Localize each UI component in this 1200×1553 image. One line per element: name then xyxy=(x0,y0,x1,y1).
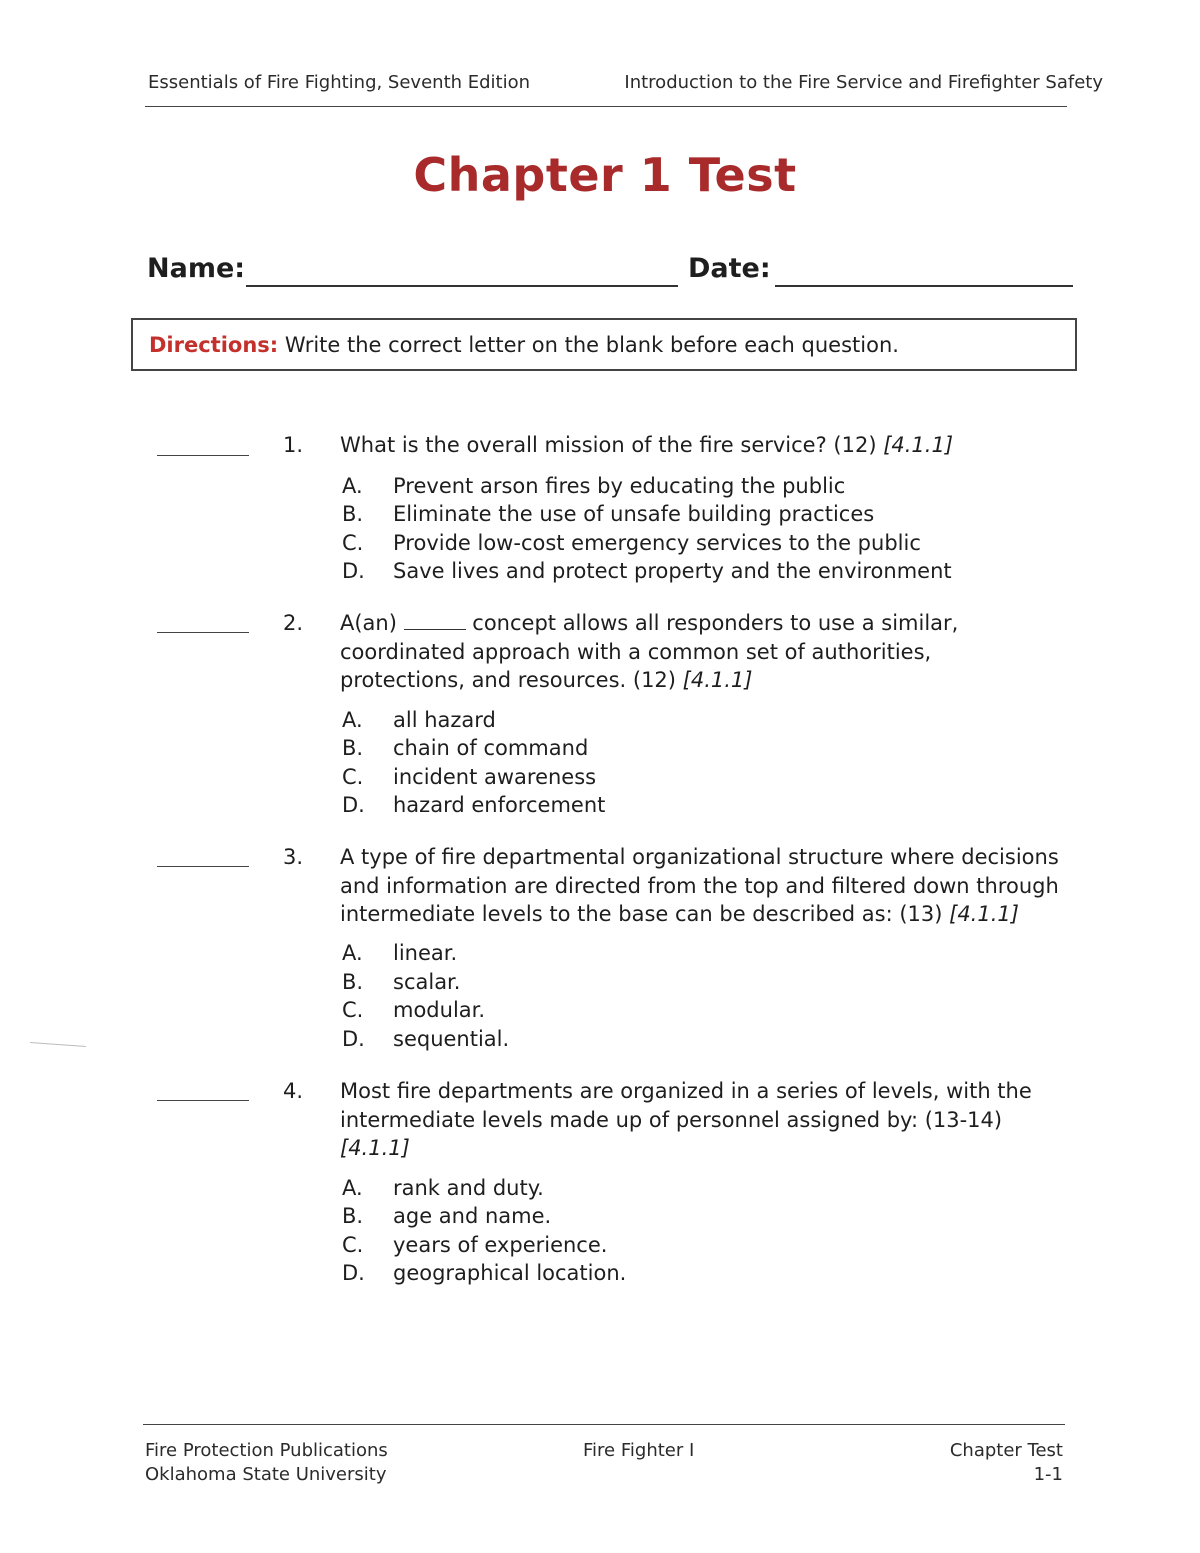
option-text: Provide low-cost emergency services to the public xyxy=(393,531,921,555)
option-text: hazard enforcement xyxy=(393,793,606,817)
option-letter: A. xyxy=(342,708,363,732)
date-blank[interactable] xyxy=(775,285,1073,287)
option-letter: A. xyxy=(342,1176,363,1200)
option-text: rank and duty. xyxy=(393,1176,544,1200)
name-blank[interactable] xyxy=(246,285,678,287)
question-stem-continued: concept allows all responders to use a similar, coordinated approach with a common set of authorities, protections, and resources. (12) xyxy=(340,611,959,692)
question-text xyxy=(340,609,1060,695)
footer-right xyxy=(950,1439,1063,1487)
option-letter: D. xyxy=(342,1261,365,1285)
footer-left xyxy=(145,1439,388,1487)
question-number: 4. xyxy=(283,1079,304,1103)
option-letter: A. xyxy=(342,941,363,965)
question-reference: [4.1.1] xyxy=(883,433,954,457)
directions-text xyxy=(149,333,899,357)
directions-box xyxy=(131,318,1077,371)
question-stem: A(an) xyxy=(340,611,404,635)
option-text: sequential. xyxy=(393,1027,510,1051)
option-text: Eliminate the use of unsafe building practices xyxy=(393,502,875,526)
option-letter: B. xyxy=(342,1204,364,1228)
option-text: Save lives and protect property and the environment xyxy=(393,559,952,583)
scan-mark xyxy=(30,1042,86,1047)
option-text: scalar. xyxy=(393,970,461,994)
fill-in-blank xyxy=(404,611,466,630)
question-reference: [4.1.1] xyxy=(682,668,753,692)
footer-university: Oklahoma State University xyxy=(145,1464,387,1485)
question-stem: Most fire departments are organized in a series of levels, with the intermediate levels made up of personnel assigned by: (13-14) xyxy=(340,1079,1032,1132)
page-title: Chapter 1 Test xyxy=(413,148,797,202)
option-letter: D. xyxy=(342,559,365,583)
option-text: chain of command xyxy=(393,736,589,760)
question-text xyxy=(340,431,1060,460)
option-text: age and name. xyxy=(393,1204,552,1228)
question-number: 1. xyxy=(283,433,304,457)
option-text: geographical location. xyxy=(393,1261,627,1285)
option-text: modular. xyxy=(393,998,486,1022)
footer-rule xyxy=(143,1424,1065,1425)
question-reference: [4.1.1] xyxy=(340,1136,410,1160)
option-letter: C. xyxy=(342,765,364,789)
footer-publisher: Fire Protection Publications xyxy=(145,1440,388,1461)
option-letter: C. xyxy=(342,1233,364,1257)
question-number: 3. xyxy=(283,845,304,869)
option-letter: C. xyxy=(342,531,364,555)
answer-blank-4[interactable] xyxy=(157,1100,249,1101)
option-text: years of experience. xyxy=(393,1233,608,1257)
option-letter: B. xyxy=(342,736,364,760)
option-letter: C. xyxy=(342,998,364,1022)
option-text: Prevent arson fires by educating the public xyxy=(393,474,846,498)
name-label: Name: xyxy=(147,253,246,284)
option-letter: B. xyxy=(342,502,364,526)
option-letter: D. xyxy=(342,1027,365,1051)
answer-blank-2[interactable] xyxy=(157,632,249,633)
footer-section: Chapter Test xyxy=(949,1440,1063,1461)
question-stem: A type of fire departmental organizational structure where decisions and information are directed from the top and filtered down through intermediate levels to the base can be described as: (13) xyxy=(340,845,1059,926)
header-left: Essentials of Fire Fighting, Seventh Edition xyxy=(148,72,531,93)
footer-center: Fire Fighter I xyxy=(583,1440,695,1461)
answer-blank-3[interactable] xyxy=(157,866,249,867)
option-text: linear. xyxy=(393,941,458,965)
question-reference: [4.1.1] xyxy=(949,902,1019,926)
question-text xyxy=(340,843,1060,929)
footer-page-number: 1-1 xyxy=(1033,1464,1063,1485)
option-letter: A. xyxy=(342,474,363,498)
option-letter: D. xyxy=(342,793,365,817)
date-label: Date: xyxy=(688,253,771,284)
header-right: Introduction to the Fire Service and Firefighter Safety xyxy=(624,72,1103,93)
question-number: 2. xyxy=(283,611,304,635)
question-text xyxy=(340,1077,1040,1163)
answer-blank-1[interactable] xyxy=(157,455,249,456)
option-text: all hazard xyxy=(393,708,496,732)
question-stem: What is the overall mission of the fire service? (12) xyxy=(340,433,884,457)
option-letter: B. xyxy=(342,970,364,994)
header-rule xyxy=(145,106,1067,107)
option-text: incident awareness xyxy=(393,765,597,789)
directions-body: Write the correct letter on the blank before each question. xyxy=(278,333,899,357)
directions-label: Directions: xyxy=(149,333,279,357)
